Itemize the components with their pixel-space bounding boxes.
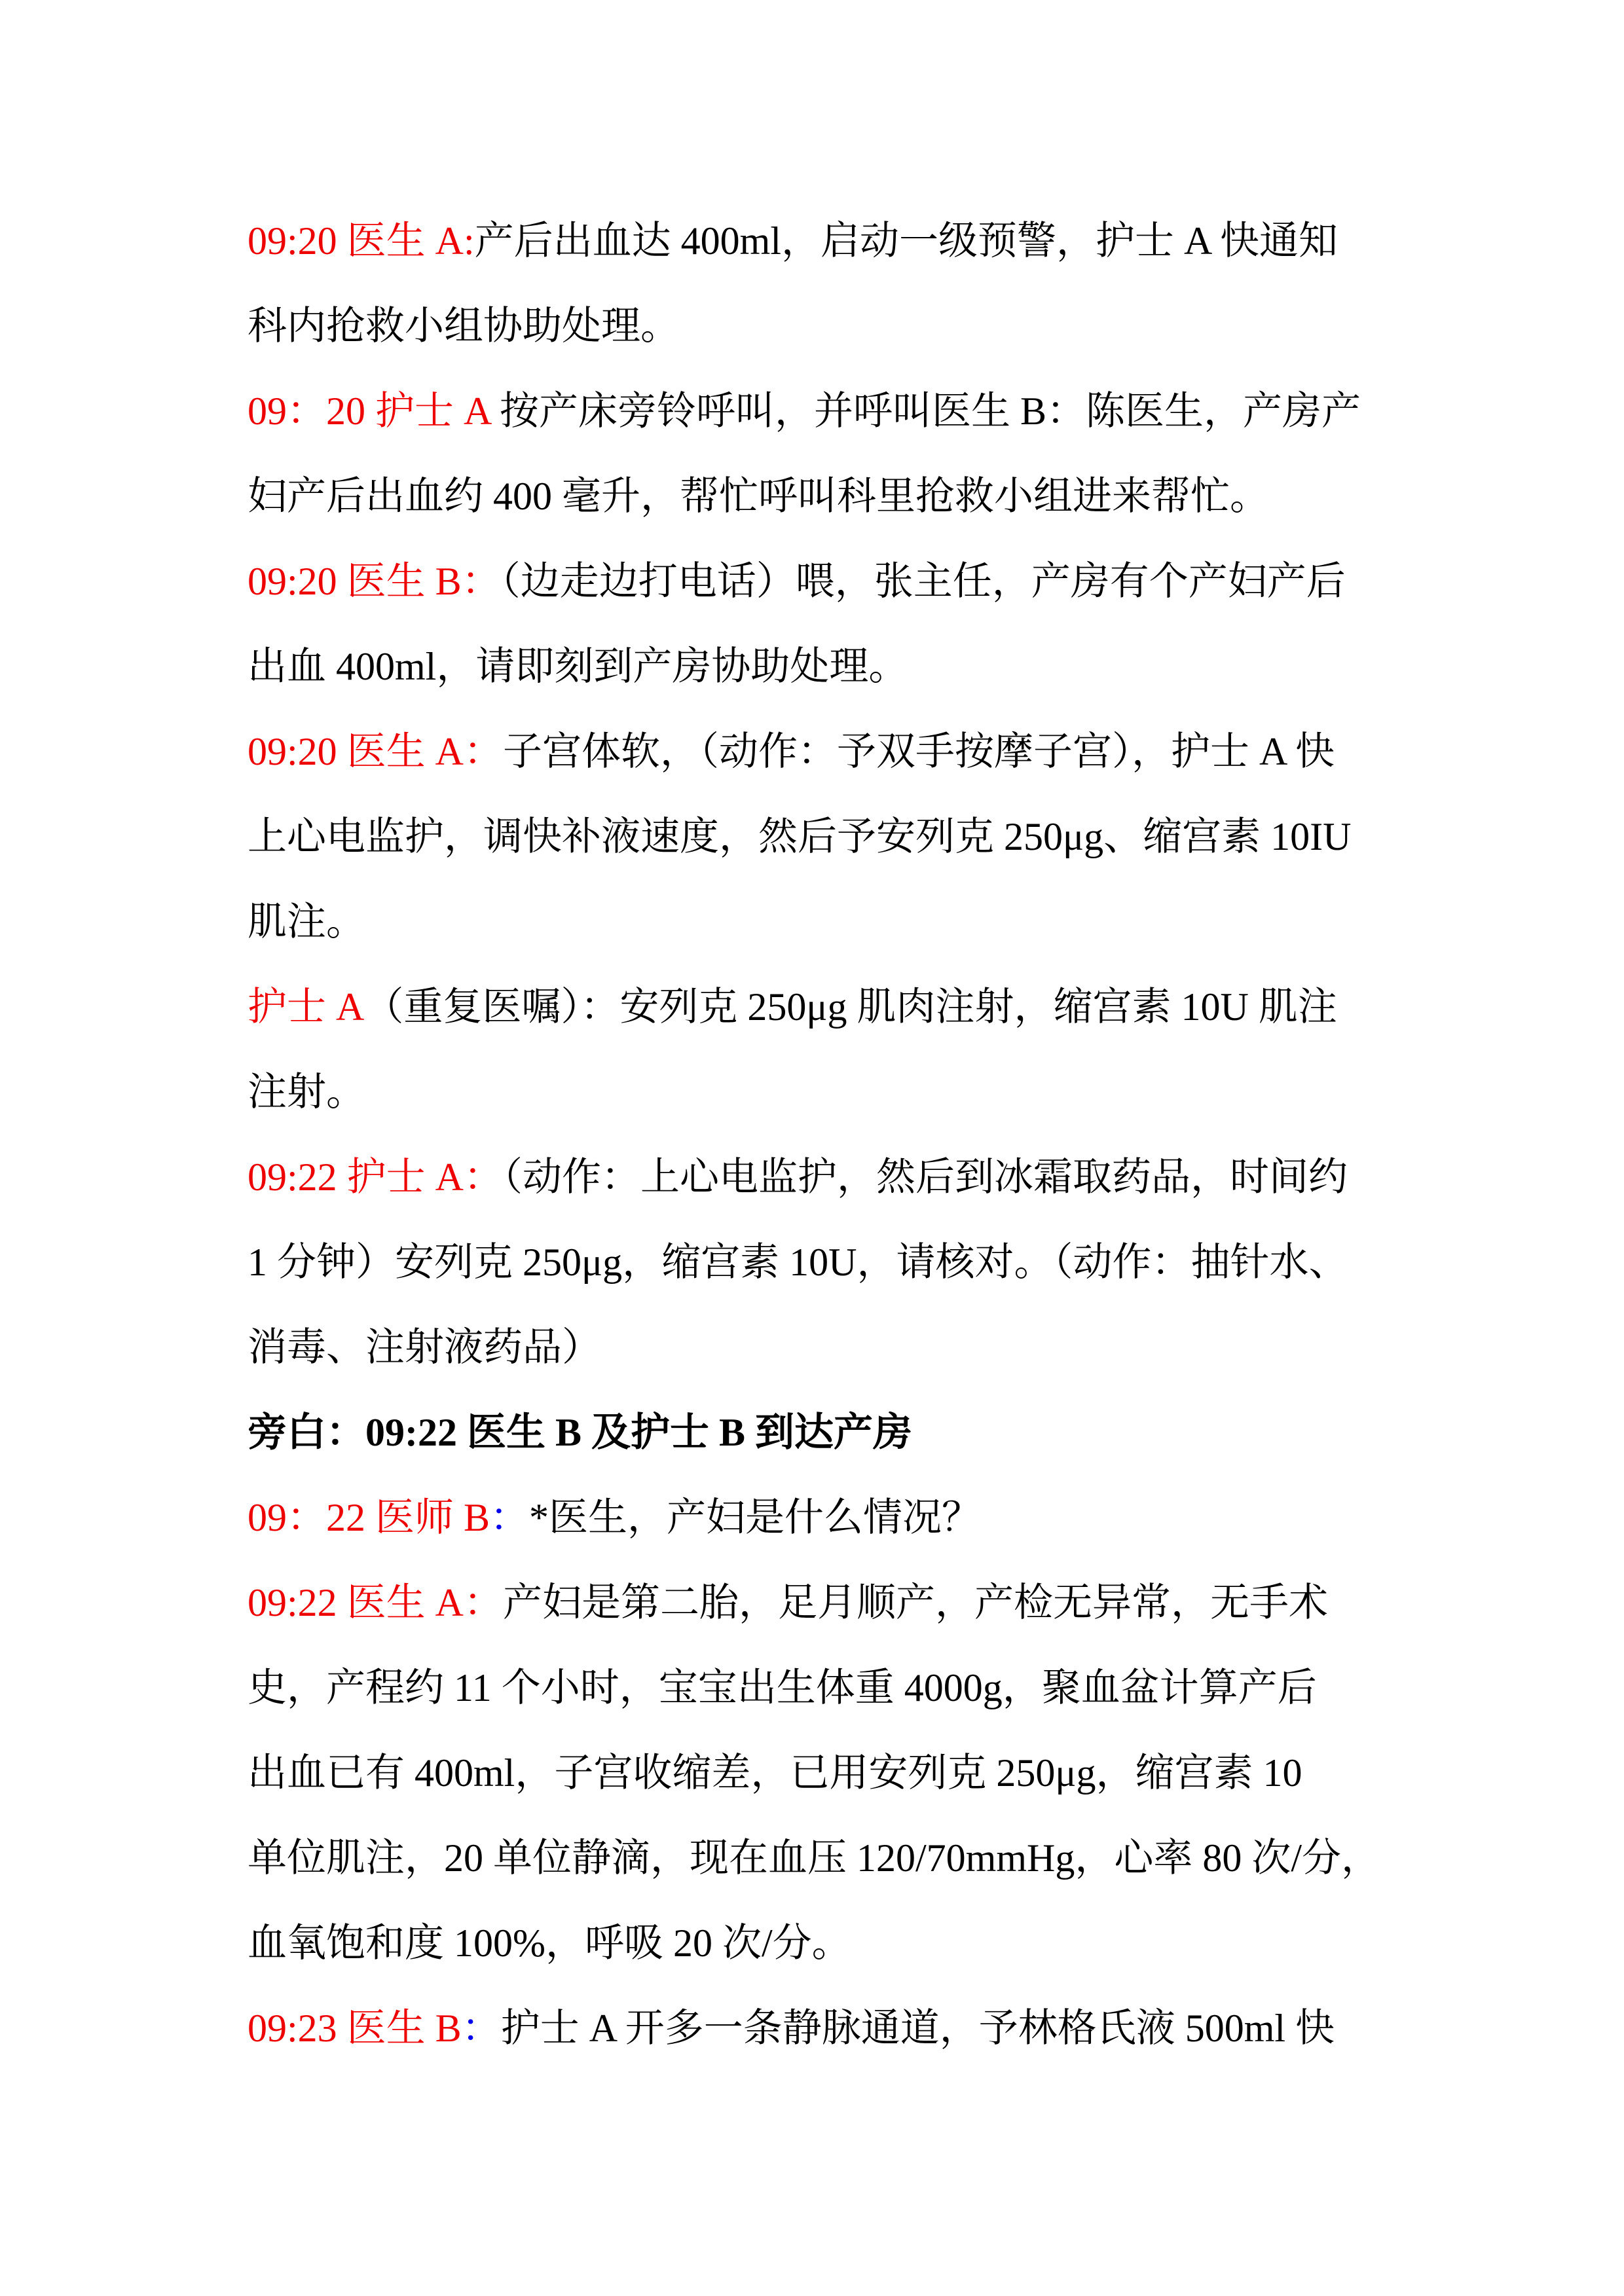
dialogue-line: [248, 545, 1387, 630]
speaker-label: 09：20 护士 A: [248, 390, 490, 433]
dialogue-paragraph: [248, 1566, 1387, 1992]
dialogue-line: [248, 1906, 1387, 1992]
dialogue-text: 1 分钟）安列克 250μg，缩宫素 10U，请核对。（动作：抽针水、: [248, 1241, 1348, 1284]
dialogue-paragraph: [248, 545, 1387, 715]
dialogue-text: （重复医嘱）：安列克 250μg 肌肉注射，缩宫素 10U 肌注: [364, 985, 1337, 1029]
dialogue-line: [248, 1140, 1387, 1226]
speaker-label: 09:20 医生 A: [248, 219, 464, 263]
dialogue-line: [248, 1566, 1387, 1651]
speaker-separator: ：: [461, 2007, 501, 2050]
dialogue-text: 子宫体软，（动作：予双手按摩子宫），护士 A 快: [503, 730, 1335, 773]
speaker-label: 09:22 医生 A: [248, 1581, 464, 1624]
dialogue-line: [248, 885, 1387, 970]
dialogue-text: 科内抢救小组协助处理。: [248, 304, 680, 348]
dialogue-text: （动作：上心电监护，然后到冰霜取药品，时间约: [503, 1156, 1348, 1199]
dialogue-paragraph: [248, 1992, 1387, 2077]
dialogue-text: （边走边打电话）喂，张主任，产房有个产妇产后: [500, 560, 1346, 603]
dialogue-line: [248, 204, 1387, 289]
speaker-separator: ：: [461, 560, 501, 603]
dialogue-line: [248, 1226, 1387, 1311]
dialogue-line: [248, 1311, 1387, 1396]
dialogue-line: [248, 1481, 1387, 1566]
dialogue-paragraph: [248, 1140, 1387, 1396]
dialogue-paragraph: [248, 204, 1387, 374]
dialogue-line: [248, 1055, 1387, 1140]
dialogue-paragraph: [248, 374, 1387, 545]
speaker-label: 09：22 医师 B: [248, 1496, 490, 1539]
dialogue-text: 妇产后出血约 400 毫升，帮忙呼叫科里抢救小组进来帮忙。: [248, 475, 1269, 518]
narration-text: 旁白：09:22 医生 B 及护士 B 到达产房: [248, 1411, 913, 1454]
dialogue-text: 上心电监护，调快补液速度，然后予安列克 250μg、缩宫素 10IU: [248, 815, 1352, 858]
dialogue-text: 出血 400ml，请即刻到产房协助处理。: [248, 645, 908, 688]
dialogue-text: 护士 A 开多一条静脉通道，予林格氏液 500ml 快: [500, 2007, 1335, 2050]
dialogue-line: [248, 374, 1387, 460]
dialogue-paragraph: [248, 1481, 1387, 1566]
dialogue-text: 史，产程约 11 个小时，宝宝出生体重 4000g，聚血盆计算产后: [248, 1666, 1317, 1709]
dialogue-text: 肌注。: [248, 900, 365, 943]
dialogue-line: [248, 630, 1387, 715]
speaker-separator: :: [464, 219, 475, 263]
dialogue-text: 血氧饱和度 100%，呼吸 20 次/分。: [248, 1922, 851, 1965]
dialogue-line: [248, 800, 1387, 885]
dialogue-text: 出血已有 400ml，子宫收缩差，已用安列克 250μg，缩宫素 10: [248, 1751, 1302, 1795]
speaker-label: 09:20 医生 B: [248, 560, 462, 603]
dialogue-text: 单位肌注，20 单位静滴，现在血压 120/70mmHg，心率 80 次/分，: [248, 1836, 1381, 1880]
speaker-label: 09:23 医生 B: [248, 2007, 462, 2050]
dialogue-line: [248, 1651, 1387, 1736]
dialogue-line: [248, 715, 1387, 800]
dialogue-text: 产后出血达 400ml，启动一级预警，护士 A 快通知: [474, 219, 1338, 263]
dialogue-text: 注射。: [248, 1070, 365, 1114]
document-page: [248, 204, 1387, 2077]
dialogue-line: [248, 1992, 1387, 2077]
speaker-label: 09:22 护士 A: [248, 1156, 464, 1199]
dialogue-line: [248, 1736, 1387, 1821]
dialogue-line: [248, 289, 1387, 374]
dialogue-text: *医生，产妇是什么情况？: [529, 1496, 982, 1539]
dialogue-text: 消毒、注射液药品）: [248, 1326, 601, 1369]
dialogue-paragraph: [248, 715, 1387, 970]
speaker-separator: ：: [490, 1496, 530, 1539]
speaker-label: 护士 A: [248, 985, 365, 1029]
dialogue-text: 产妇是第二胎，足月顺产，产检无异常，无手术: [503, 1581, 1328, 1624]
speaker-separator: ：: [464, 730, 503, 773]
narration-paragraph: [248, 1396, 1387, 1481]
speaker-label: 09:20 医生 A: [248, 730, 464, 773]
speaker-separator: ：: [464, 1156, 503, 1199]
dialogue-line: [248, 460, 1387, 545]
speaker-separator: ：: [464, 1581, 503, 1624]
dialogue-text: 按产床旁铃呼叫，并呼叫医生 B：陈医生，产房产: [500, 390, 1361, 433]
dialogue-line: [248, 970, 1387, 1055]
dialogue-paragraph: [248, 970, 1387, 1140]
dialogue-line: [248, 1821, 1387, 1906]
